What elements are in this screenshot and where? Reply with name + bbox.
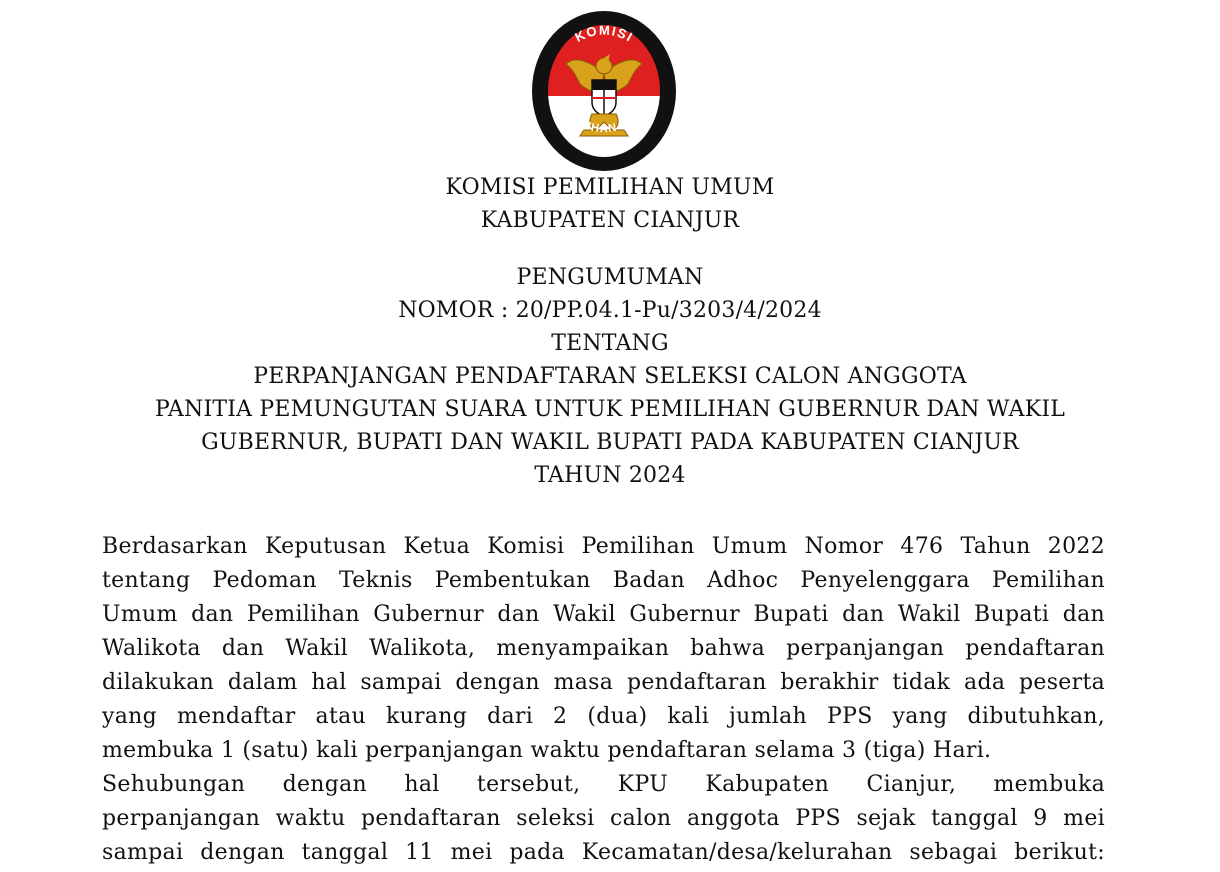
kpu-seal-icon (530, 10, 678, 172)
logo-top-text: KOMISI (572, 22, 637, 46)
subject-line: GUBERNUR, BUPATI DAN WAKIL BUPATI PADA KABUPATEN CIANJUR (201, 430, 1019, 455)
org-name: KOMISI PEMILIHAN UMUM (445, 175, 775, 200)
kpu-logo (530, 10, 678, 172)
org-region: KABUPATEN CIANJUR (480, 208, 740, 233)
announcement-number: NOMOR : 20/PP.04.1-Pu/3203/4/2024 (398, 298, 822, 323)
body-line: membuka 1 (satu) kali perpanjangan waktu pendaftaran selama 3 (tiga) Hari. (102, 738, 992, 763)
body-line: dilakukan dalam hal sampai dengan masa pendaftaran berakhir tidak ada peserta (102, 670, 1105, 695)
body-line: Umum dan Pemilihan Gubernur dan Wakil Gubernur Bupati dan Wakil Bupati dan (102, 602, 1105, 627)
body-line: Walikota dan Wakil Walikota, menyampaikan bahwa perpanjangan pendaftaran (102, 636, 1105, 661)
paragraph-1 (102, 530, 1105, 768)
body-line: yang mendaftar atau kurang dari 2 (dua) kali jumlah PPS yang dibutuhkan, (102, 704, 1105, 729)
subject-line: PERPANJANGAN PENDAFTARAN SELEKSI CALON ANGGOTA (253, 364, 967, 389)
announcement-label: PENGUMUMAN (516, 265, 704, 290)
announcement-about: TENTANG (551, 331, 669, 356)
body-line: Sehubungan dengan hal tersebut, KPU Kabupaten Cianjur, membuka (102, 772, 1105, 797)
body-line: tentang Pedoman Teknis Pembentukan Badan Adhoc Penyelenggara Pemilihan (102, 568, 1105, 593)
announcement-body (102, 530, 1105, 870)
organization-header (0, 171, 1220, 237)
body-line: Berdasarkan Keputusan Ketua Komisi Pemilihan Umum Nomor 476 Tahun 2022 (102, 534, 1105, 559)
announcement-title (0, 261, 1220, 492)
body-line: perpanjangan waktu pendaftaran seleksi calon anggota PPS sejak tanggal 9 mei (102, 806, 1105, 831)
logo-bottom-text: PEMILIHAN UMUM (553, 99, 655, 136)
subject-line: TAHUN 2024 (534, 463, 686, 488)
paragraph-2 (102, 768, 1105, 870)
subject-line: PANITIA PEMUNGUTAN SUARA UNTUK PEMILIHAN GUBERNUR DAN WAKIL (154, 397, 1066, 422)
body-line: sampai dengan tanggal 11 mei pada Kecamatan/desa/kelurahan sebagai berikut: (102, 840, 1105, 865)
